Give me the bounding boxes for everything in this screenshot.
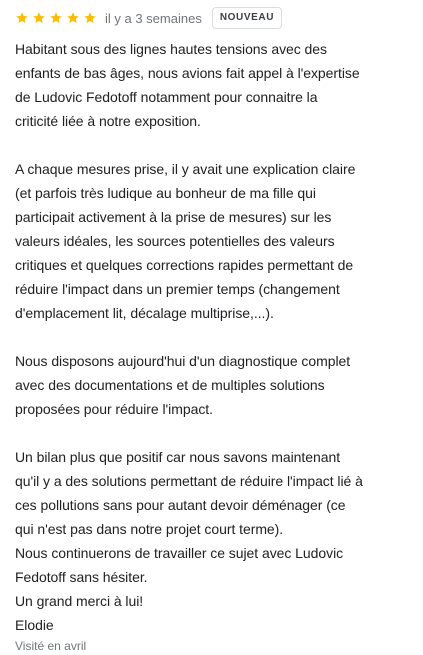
review-time: il y a 3 semaines	[105, 10, 202, 26]
visit-date: Visité en avril	[15, 639, 87, 653]
review-line: Un grand merci à lui!	[15, 593, 144, 609]
review-line: A chaque mesures prise, il y avait une explication claire	[15, 161, 356, 177]
review-line: Elodie	[15, 617, 54, 633]
review-line: criticité liée à notre exposition.	[15, 113, 201, 129]
review-line: (et parfois très ludique au bonheur de ma fille qui	[15, 185, 316, 201]
review-line: participait activement à la prise de mesures) sur les	[15, 209, 332, 225]
paragraph-gap	[15, 325, 415, 349]
review-paragraph	[15, 349, 415, 421]
review-line: avec des documentations et de multiples solutions	[15, 377, 325, 393]
star-icon	[15, 11, 29, 25]
review-paragraph	[15, 157, 415, 325]
review-paragraph	[15, 37, 415, 133]
star-rating	[15, 11, 97, 25]
review-text	[15, 37, 415, 637]
new-badge: NOUVEAU	[212, 7, 282, 29]
review-paragraph	[15, 445, 415, 637]
review-line: qu'il y a des solutions permettant de réduire l'impact lié à	[15, 473, 363, 489]
star-icon	[83, 11, 97, 25]
review-line: d'emplacement lit, décalage multiprise,...).	[15, 305, 274, 321]
review-line: réduire l'impact dans un premier temps (changement	[15, 281, 340, 297]
star-icon	[49, 11, 63, 25]
paragraph-gap	[15, 133, 415, 157]
review-line: qui n'est pas dans notre projet court terme).	[15, 521, 284, 537]
review-line: enfants de bas âges, nous avions fait appel à l'expertise	[15, 65, 360, 81]
review-line: critiques et quelques corrections rapides permettant de	[15, 257, 354, 273]
paragraph-gap	[15, 421, 415, 445]
review-line: ces pollutions sans pour autant devoir déménager (ce	[15, 497, 346, 513]
review-meta	[15, 6, 415, 30]
star-icon	[66, 11, 80, 25]
review-line: proposées pour réduire l'impact.	[15, 401, 213, 417]
review-line: Fedotoff sans hésiter.	[15, 569, 148, 585]
star-icon	[32, 11, 46, 25]
review-line: Nous continuerons de travailler ce sujet avec Ludovic	[15, 545, 344, 561]
review-line: de Ludovic Fedotoff notamment pour connaitre la	[15, 89, 318, 105]
review-line: Nous disposons aujourd'hui d'un diagnostique complet	[15, 353, 351, 369]
review-line: Un bilan plus que positif car nous savons maintenant	[15, 449, 341, 465]
review-line: valeurs idéales, les sources potentielles des valeurs	[15, 233, 335, 249]
review-line: Habitant sous des lignes hautes tensions avec des	[15, 41, 327, 57]
